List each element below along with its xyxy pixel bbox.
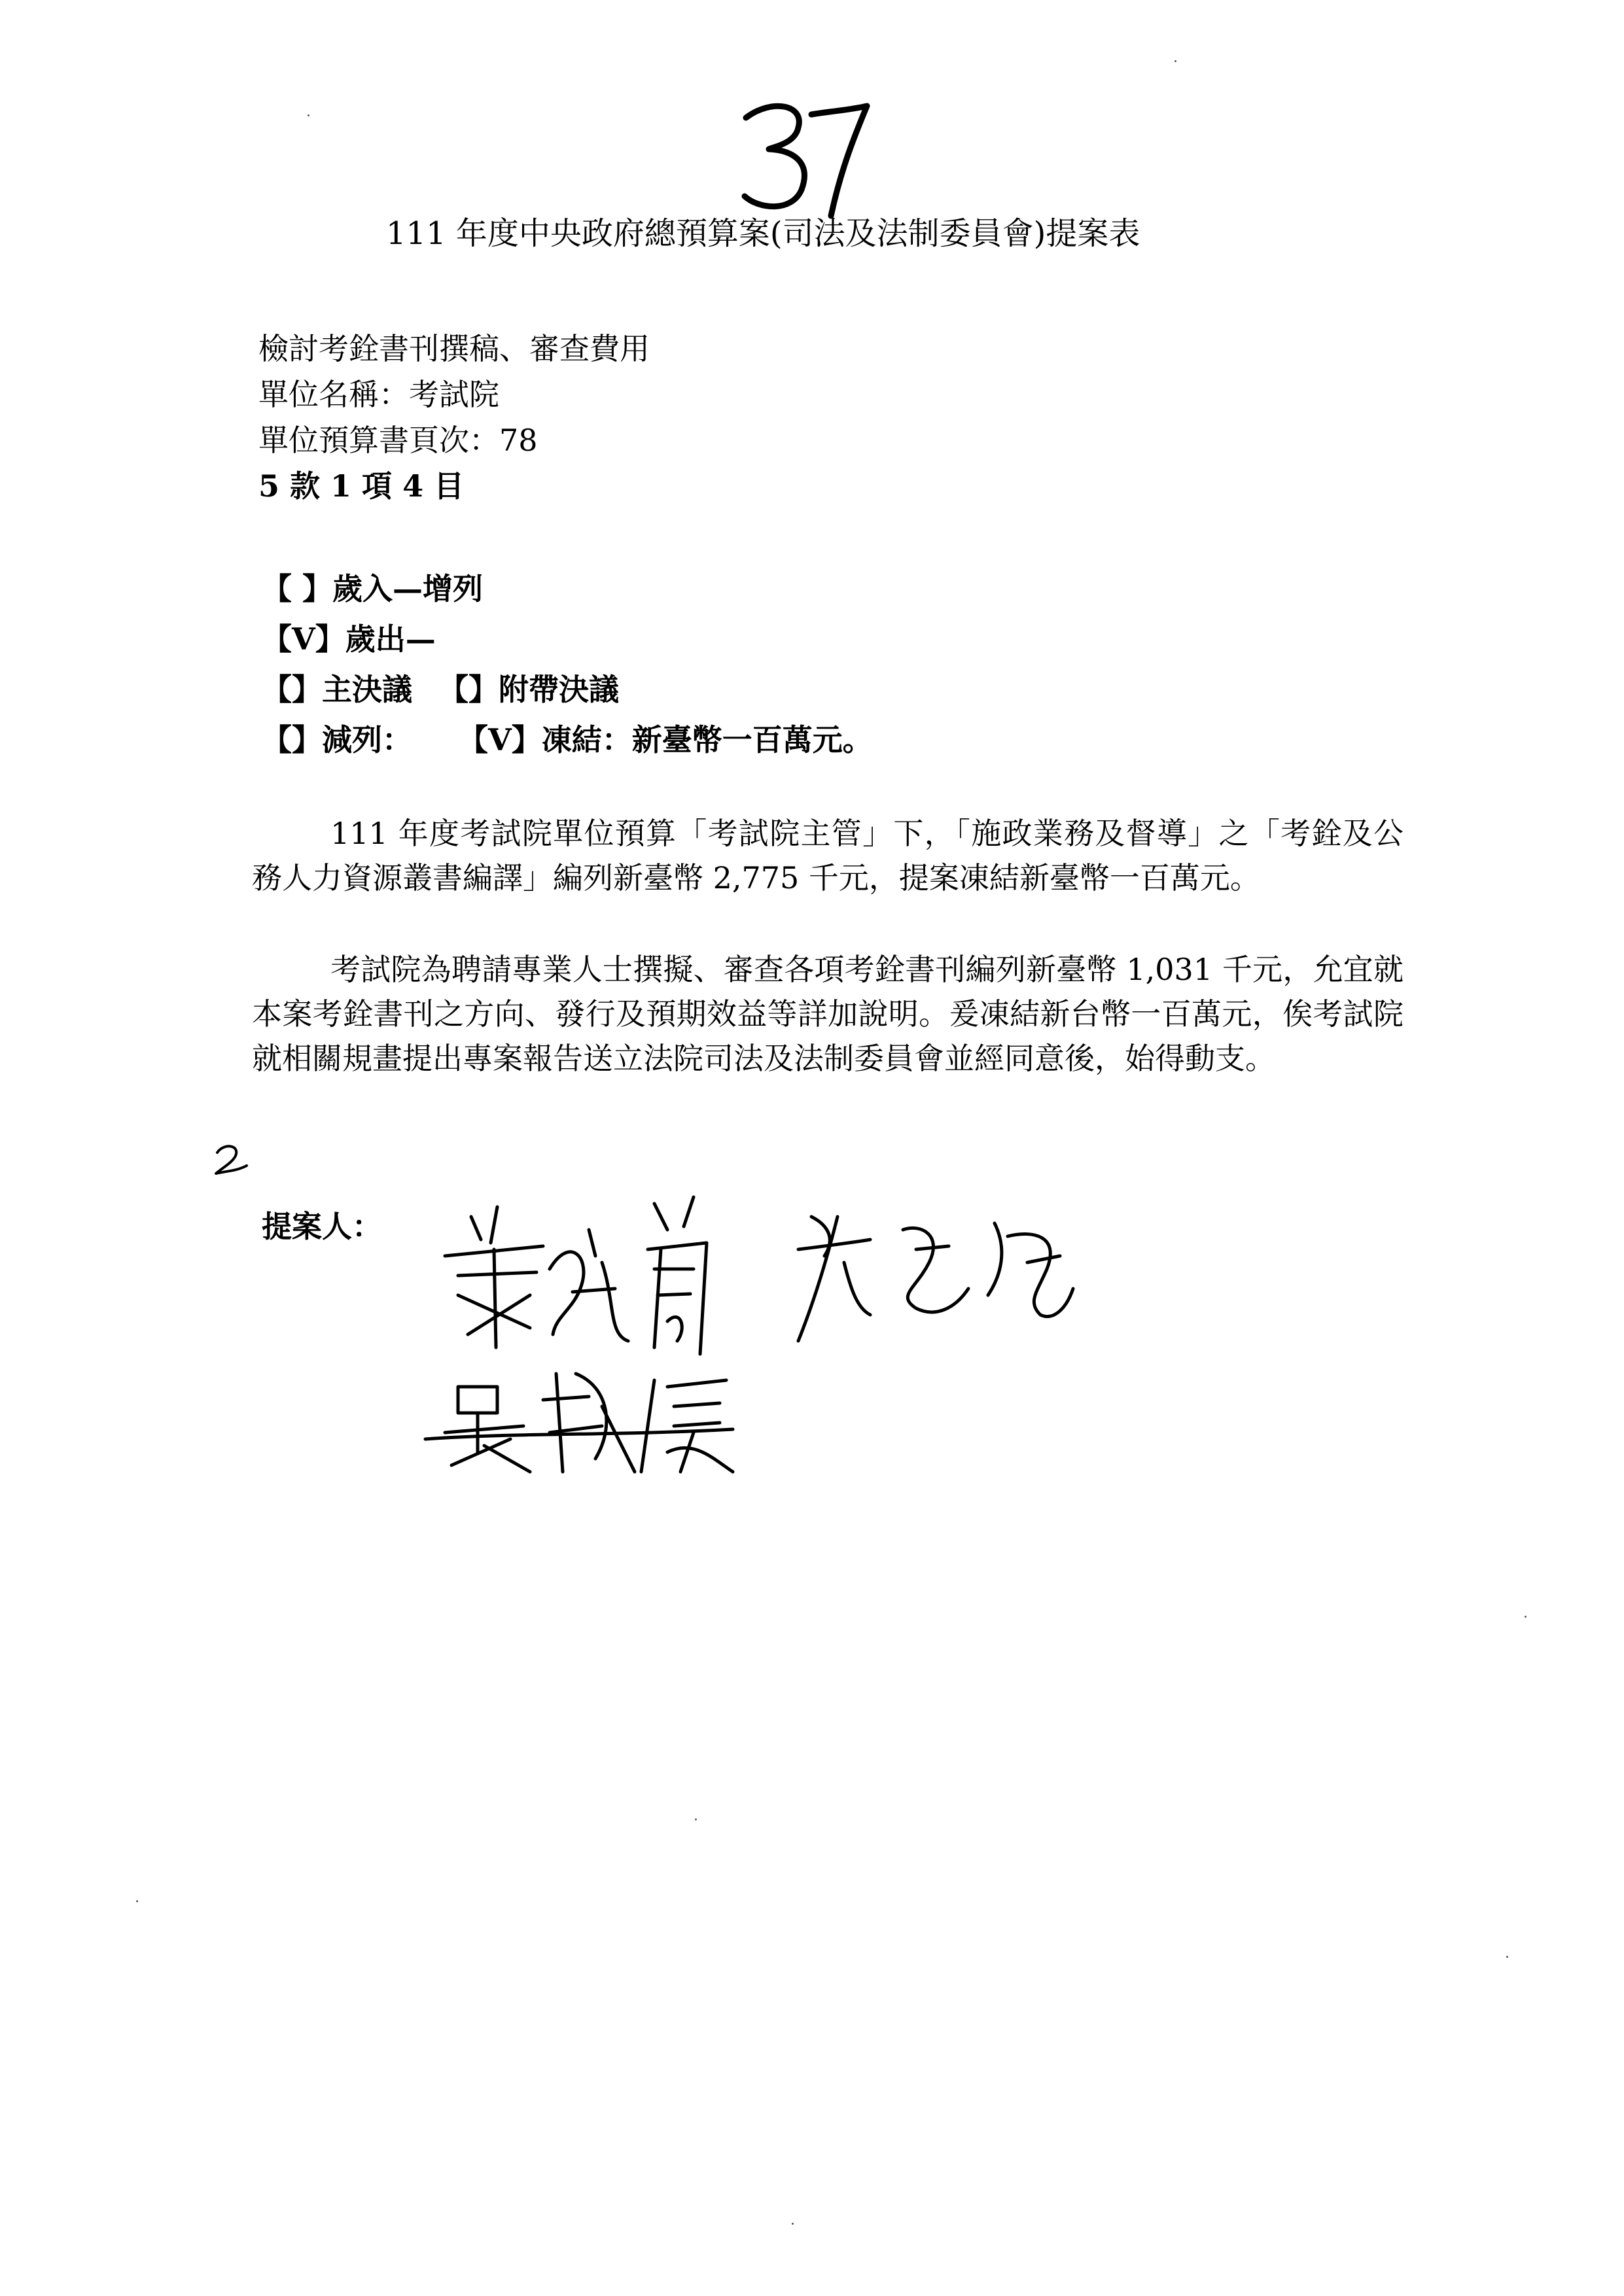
scan-speck bbox=[792, 2223, 794, 2225]
page-number-handwritten bbox=[733, 92, 877, 222]
proposer-signatures bbox=[419, 1177, 1139, 1478]
header-block bbox=[258, 326, 650, 509]
option-expenditure: 【V】歲出— bbox=[262, 621, 436, 657]
body-paragraph-1: 111 年度考試院單位預算「考試院主管」下，「施政業務及督導」之「考銓及公務人力資源叢書編譯」編列新臺幣 2,775 千元，提案凍結新臺幣一百萬元。 bbox=[252, 816, 1403, 896]
item-code-line: 5 款 1 項 4 目 bbox=[258, 468, 465, 504]
scan-speck bbox=[1525, 1616, 1527, 1618]
option-supplementary-resolution: 【】附帶決議 bbox=[438, 672, 619, 707]
body-paragraph-2: 考試院為聘請專業人士撰擬、審查各項考銓書刊編列新臺幣 1,031 千元，允宜就本案考銓書刊之方向、發行及預期效益等詳加說明。爰凍結新台幣一百萬元，俟考試院就相關規畫提出專案報告送立法院司法及法制委員會並經同意後，始得動支。 bbox=[252, 952, 1403, 1076]
proposer-label: 提案人： bbox=[262, 1209, 382, 1244]
scan-speck bbox=[1506, 1956, 1508, 1958]
budget-page-line: 單位預算書頁次：78 bbox=[258, 423, 538, 458]
option-revenue: 【 】歲入—增列 bbox=[262, 571, 484, 606]
scan-speck bbox=[136, 1900, 138, 1902]
options-block bbox=[262, 564, 873, 765]
scan-speck bbox=[695, 1818, 697, 1820]
signature-1 bbox=[445, 1197, 707, 1354]
document-title: 111 年度中央政府總預算案(司法及法制委員會)提案表 bbox=[386, 215, 1140, 252]
option-reduce-freeze-row bbox=[262, 715, 873, 765]
unit-name-line: 單位名稱：考試院 bbox=[258, 377, 499, 412]
option-resolution-row bbox=[262, 665, 873, 715]
margin-note-handwritten bbox=[211, 1139, 250, 1179]
handwritten-2-mark bbox=[211, 1139, 250, 1179]
signature-3 bbox=[425, 1374, 733, 1472]
option-reduce: 【】減列： bbox=[262, 722, 412, 757]
subject-line: 檢討考銓書刊撰稿、審查費用 bbox=[258, 331, 650, 366]
signature-2 bbox=[798, 1217, 1073, 1341]
scan-speck bbox=[308, 114, 309, 116]
option-freeze: 【V】凍結：新臺幣一百萬元。 bbox=[458, 722, 873, 757]
signature-scribbles bbox=[419, 1177, 1139, 1478]
option-main-resolution: 【】主決議 bbox=[262, 672, 412, 707]
scan-speck bbox=[1174, 60, 1176, 62]
handwritten-37-mark bbox=[733, 92, 877, 222]
